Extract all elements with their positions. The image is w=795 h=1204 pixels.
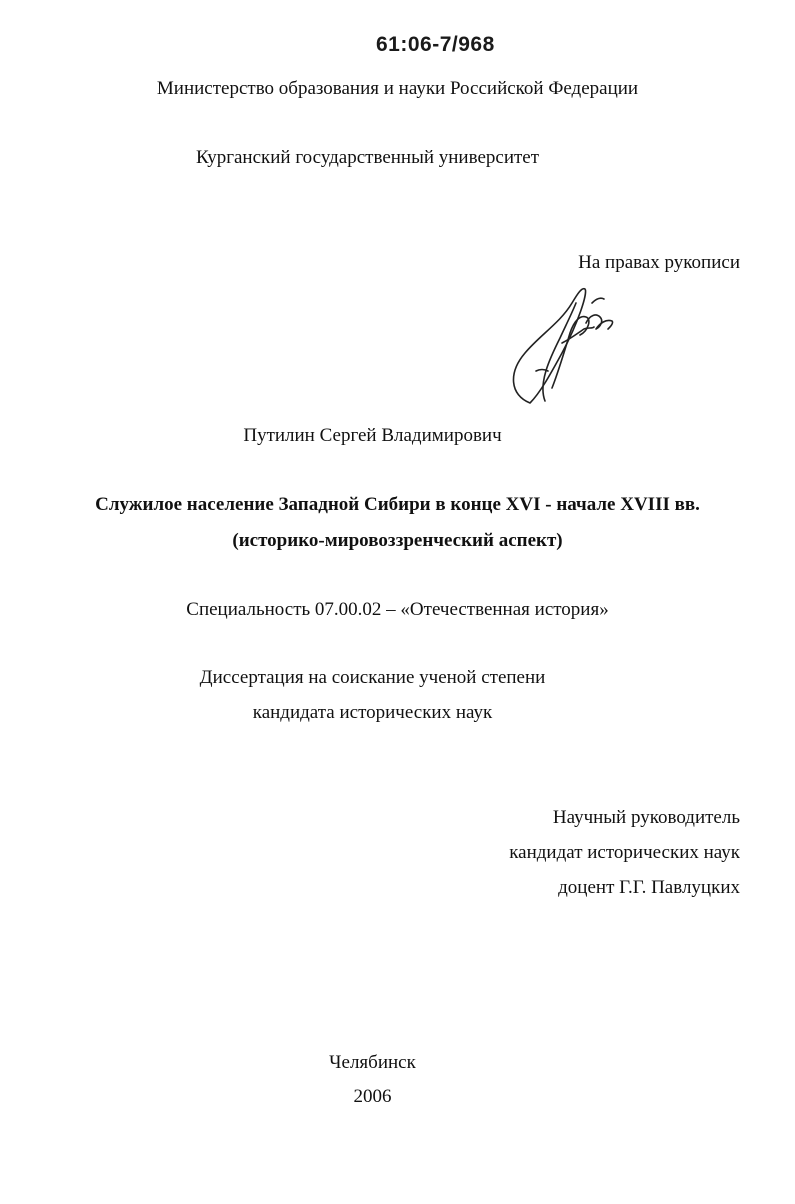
university-name: Курганский государственный университет — [195, 147, 540, 168]
dissertation-title-line-2: (историко-мировоззренческий аспект) — [232, 530, 563, 551]
degree-line-2: кандидата исторических наук — [252, 702, 493, 723]
year: 2006 — [353, 1086, 392, 1107]
ministry-name: Министерство образования и науки Российской Федерации — [156, 78, 639, 99]
city: Челябинск — [329, 1052, 416, 1073]
signature-icon — [500, 283, 620, 408]
author-name: Путилин Сергей Владимирович — [243, 425, 502, 446]
degree-line-1: Диссертация на соискание ученой степени — [199, 667, 546, 688]
supervisor-degree: кандидат исторических наук — [509, 842, 740, 863]
specialty: Специальность 07.00.02 – «Отечественная история» — [186, 599, 609, 620]
supervisor-title: Научный руководитель — [552, 807, 740, 828]
registration-stamp: 61:06-7/968 — [376, 33, 495, 56]
dissertation-title-line-1: Служилое население Западной Сибири в конце XVI - начале XVIII вв. — [95, 494, 700, 515]
manuscript-rights-note: На правах рукописи — [578, 252, 740, 273]
supervisor-name: доцент Г.Г. Павлуцких — [558, 877, 740, 898]
